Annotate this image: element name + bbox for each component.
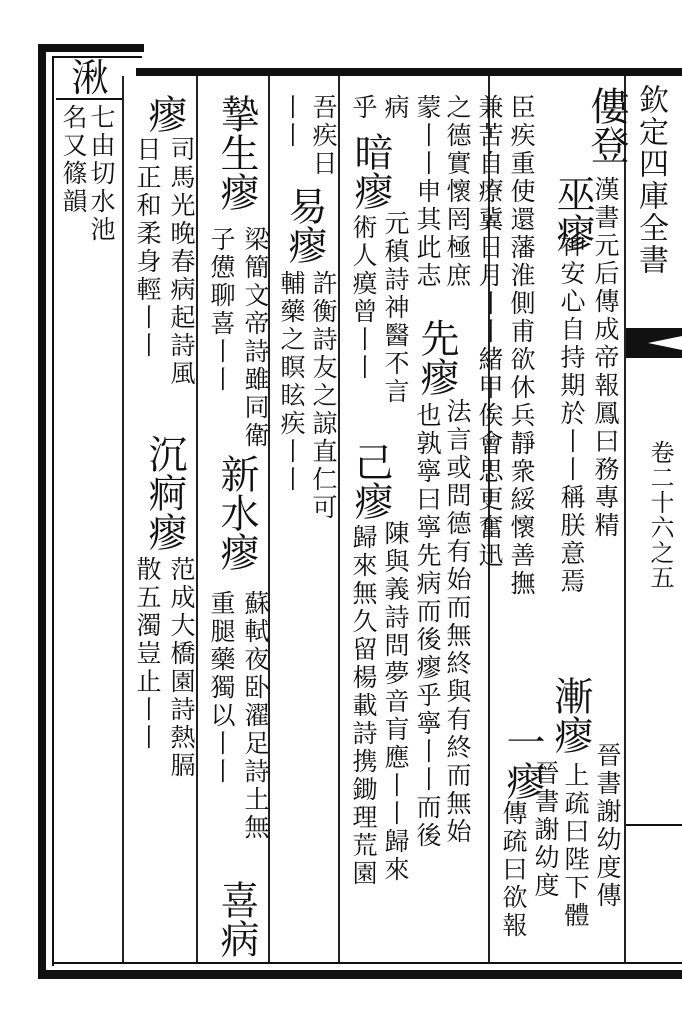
- entry-term: 喜病: [214, 880, 259, 958]
- entry-text: 上疏曰陛下體: [561, 762, 590, 930]
- entry-text: 吾疾日: [309, 94, 338, 178]
- entry-text: 日正和柔身輕丨丨: [133, 136, 162, 360]
- entry-term: 暗瘳: [348, 132, 393, 210]
- margin-divider: [626, 824, 682, 826]
- column-rule: [624, 76, 626, 962]
- entry-text: 蒙丨丨申其此志: [413, 94, 442, 290]
- entry-text: 兼苦自療冀日月丨丨緒甲俟會思更奮迅: [475, 94, 504, 570]
- column-rule: [196, 76, 198, 962]
- entry-text: 子憊聊喜丨丨: [207, 226, 236, 394]
- column-rule: [122, 76, 124, 962]
- entry-term: 沉痾瘳: [142, 434, 187, 551]
- entry-text: 丨丨: [277, 94, 306, 150]
- margin-volume-label: 卷二十六之五: [646, 440, 674, 590]
- entry-text: 蘇軾夜卧濯足詩土無: [241, 590, 270, 842]
- entry-text: 漢書元后傳成帝報鳳曰務專精: [591, 176, 620, 540]
- headword-note-2: 名又篠韻: [59, 104, 88, 216]
- entry-text: 司馬光晚春病起詩風: [167, 136, 196, 388]
- margin-book-title: 欽定四庫全書: [633, 84, 668, 276]
- frame-border-top-left: [38, 44, 144, 52]
- entry-text: 范成大橋園詩熱膈: [167, 556, 196, 780]
- entry-term: 僂登: [584, 86, 629, 164]
- entry-term: 漸瘳: [548, 676, 593, 754]
- entry-text: 法言或問德有始而無終與有終而無始: [443, 398, 472, 846]
- column-rule: [338, 76, 340, 962]
- entry-text: 傳疏曰欲報: [499, 800, 528, 940]
- entry-text: 晉書謝幼度: [531, 760, 560, 900]
- entry-text: 之德實懷罔極庶: [443, 94, 472, 290]
- inner-border-left: [52, 56, 54, 966]
- entry-text: 散五濁豈止丨丨: [133, 556, 162, 752]
- entry-term: 己瘳: [348, 442, 393, 520]
- entry-text: 乎: [349, 94, 378, 122]
- frame-border-top: [136, 68, 682, 76]
- entry-text: 術人瘼曾丨丨: [349, 214, 378, 382]
- entry-term: 先瘳: [414, 318, 459, 396]
- entry-term: 易瘳: [282, 186, 327, 264]
- entry-text: 臣疾重使還藩淮側甫欲休兵靜衆綏懷善撫: [507, 94, 536, 598]
- frame-border-bottom: [38, 970, 682, 979]
- entry-text: 病: [381, 94, 410, 122]
- entry-text: 輔藥之瞑眩疾丨丨: [277, 270, 306, 494]
- headword-note-1: 七由切水池: [87, 104, 116, 244]
- entry-text: 歸來無久留楊載詩携鋤理荒園: [349, 524, 378, 888]
- entry-text: 元稹詩神醫不言: [381, 210, 410, 406]
- entry-text: 晉書謝幼度傳: [593, 742, 622, 910]
- entry-text: 許衡詩友之諒直仁可: [309, 270, 338, 522]
- entry-term: 巫瘳: [550, 174, 595, 252]
- entry-text: 陳與義詩問夢音肓應丨丨歸來: [381, 520, 410, 884]
- entry-text: 重腿藥獨以丨丨: [207, 590, 236, 786]
- entry-term: 摯生瘳: [214, 94, 259, 211]
- inner-border-bottom: [52, 962, 682, 964]
- entry-text: 也孰寧曰寧先病而後瘳乎寧丨丨而後: [413, 402, 442, 850]
- entry-term: 瘳: [142, 94, 187, 133]
- entry-term: 新水瘳: [214, 454, 259, 571]
- headword-character: 湫: [70, 56, 109, 100]
- entry-text: 神安心自持期於丨丨稱朕意焉: [557, 232, 586, 596]
- entry-text: 梁簡文帝詩雖同衛: [241, 226, 270, 450]
- entry-term: 一瘳: [500, 722, 545, 800]
- frame-border-left: [38, 44, 46, 979]
